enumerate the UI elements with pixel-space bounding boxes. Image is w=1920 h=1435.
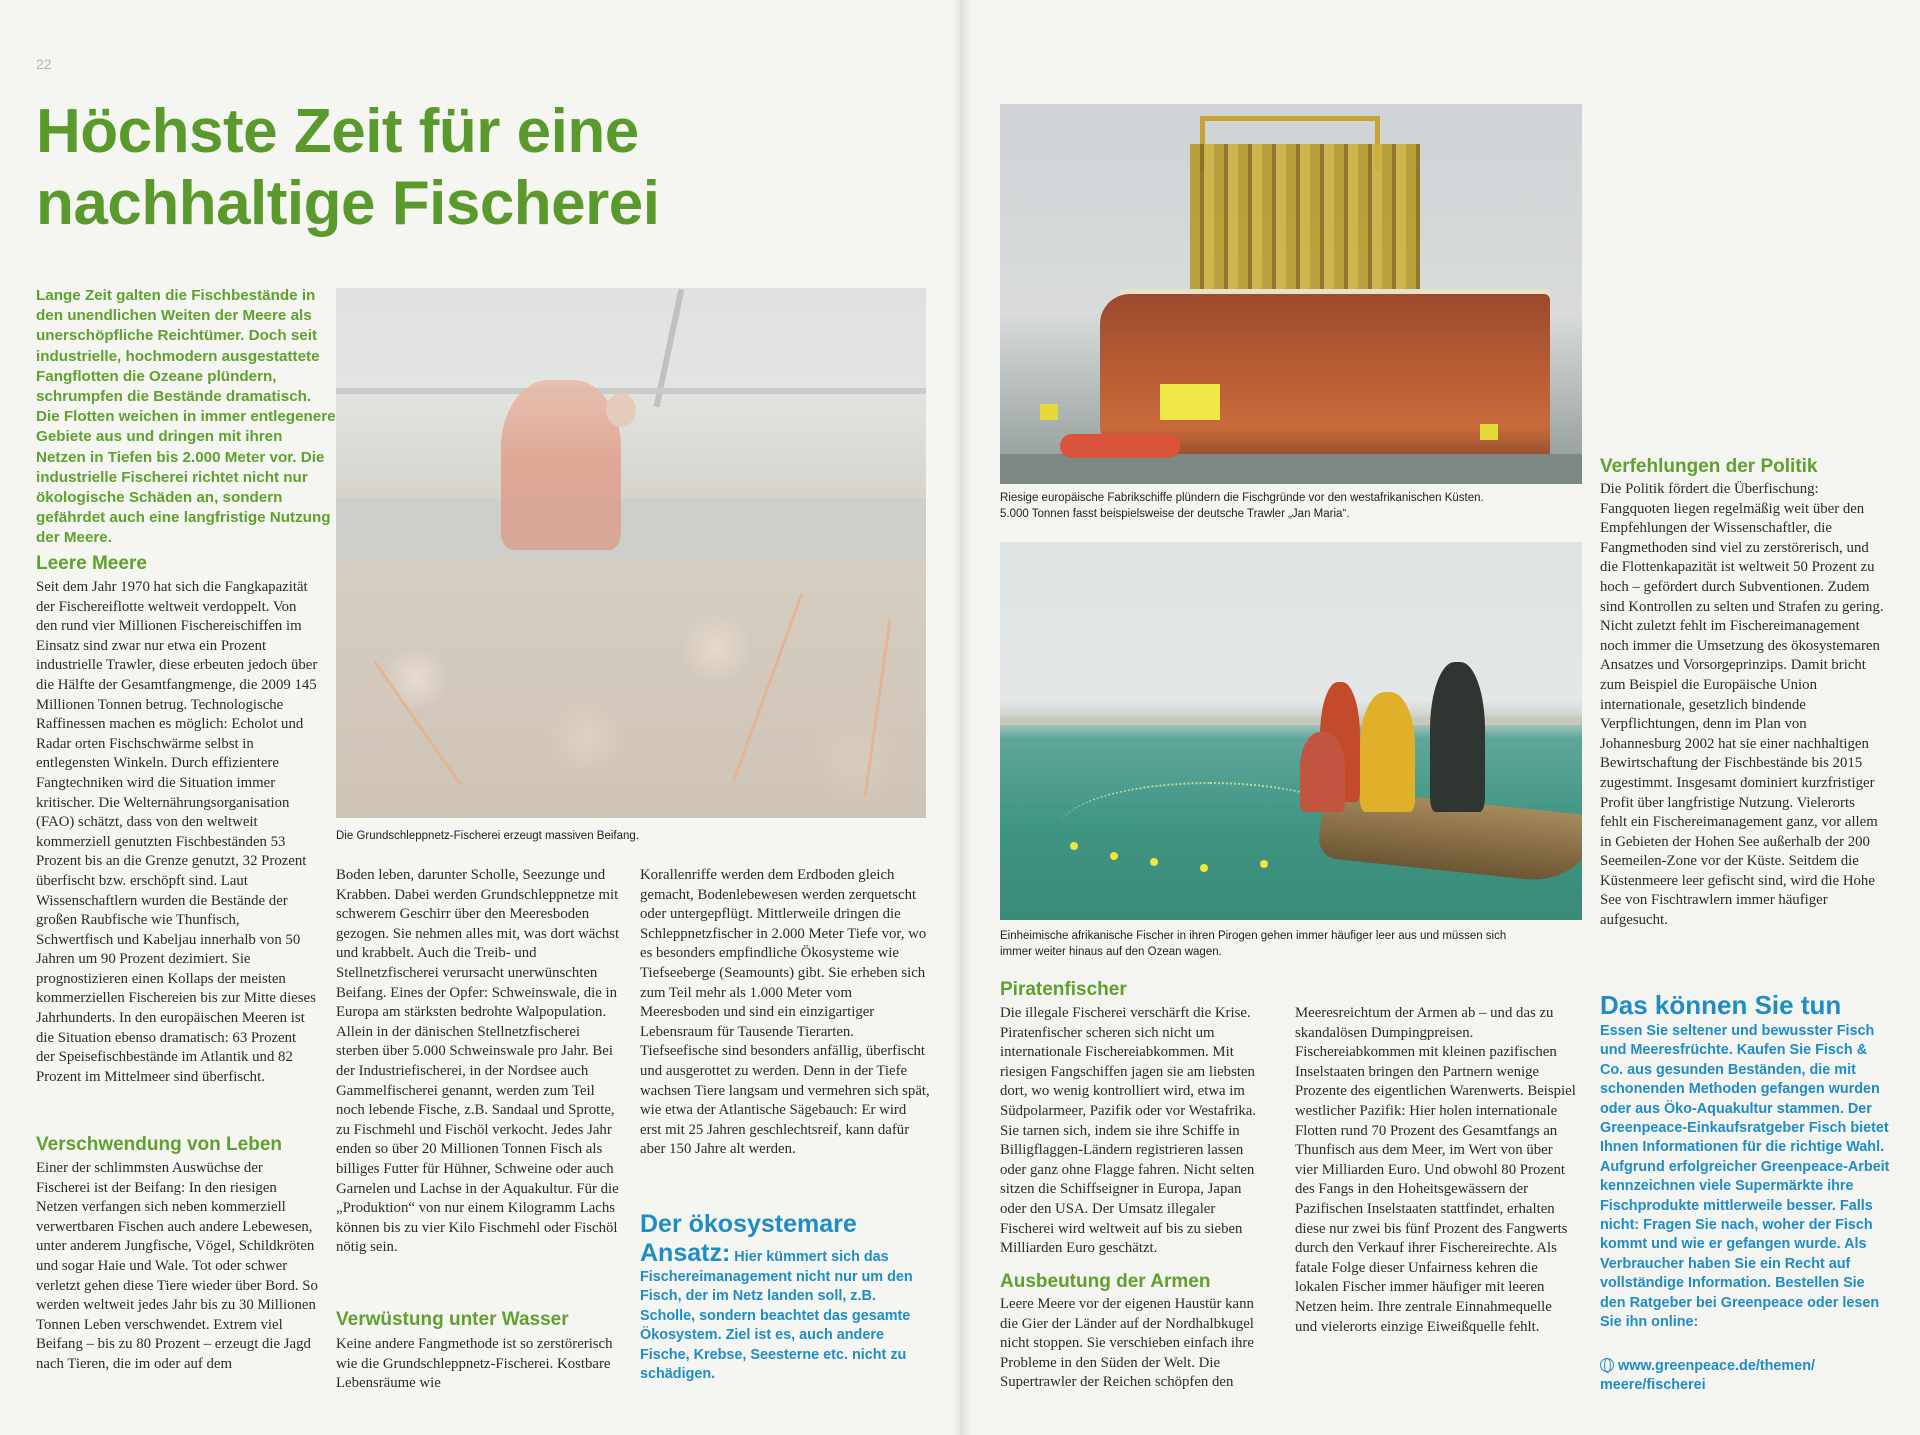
greenpeace-link[interactable]: [1600, 1357, 1815, 1376]
caption-fishers-line-2: immer weiter hinaus auf den Ozean wagen.: [1000, 946, 1222, 958]
text-das-koennen-sie-tun: Essen Sie seltener und bewusster Fisch und Meeresfrüchte. Kaufen Sie Fisch & Co. aus gesunden Beständen, die mit schonenden Methoden gefangen wurden oder aus Öko-Aquakultur stammen. Der Greenpeace-Einkaufsratgeber Fisch bietet Ihnen Informationen für die richtige Wahl. Aufgrund erfolgreicher Greenpeace-Arbeit kennzeichnen viele Supermärkte ihre Fischprodukte mittlerweile besser. Falls nicht: Fragen Sie nach, woher der Fisch kommt und wie er gefangen wurde. Als Verbraucher haben Sie ein Recht auf vollständige Information. Bestellen Sie den Ratgeber bei Greenpeace oder lesen Sie ihn online:: [1600, 1023, 1890, 1331]
text-column-5: Meeresreichtum der Armen ab – und das zu skandalösen Dumpingpreisen. Fischereiabkommen mit kleinen pazifischen Inselstaaten bringen den Partnern wenige Prozente des eigentlichen Warenwerts. Beispiel westlicher Pazifik: Hier holen internationale Flotten rund 70 Prozent des Gesamtfangs an Thunfisch aus dem Meer, im Wert von über vier Milliarden Euro. Und obwohl 80 Prozent des Fangs in den Hoheitsgewässern der Pazifischen Inselstaaten stattfindet, erhalten diese nur zwei bis fünf Prozent des Fangwerts durch den Verkauf ihrer Fischereirechte. Als fatale Folge dieser Unfairness kehren die lokalen Fischer immer häufiger mit leeren Netzen heim. Ihre zentrale Einnahmequelle und vielerorts einzige Eiweißquelle fehlt.: [1295, 1005, 1576, 1335]
heading-oeko-ansatz: Der ökosystemare Ansatz:: [640, 1210, 857, 1267]
text-ausbeutung: Leere Meere vor der eigenen Haustür kann die Gier der Länder auf der Nordhalbkugel nicht stoppen. Sie verschieben einfach ihre Probleme in den Süden der Welt. Die Supertrawler der Reichen schöpfen den: [1000, 1296, 1254, 1391]
photo-trawler: [1000, 104, 1582, 484]
heading-leere-meere: Leere Meere: [36, 553, 147, 574]
page-number: 22: [36, 56, 52, 72]
page-gutter: [952, 0, 972, 1435]
text-verwuestung: Keine andere Fangmethode ist so zerstörerisch wie die Grundschleppnetz-Fischerei. Kostbare Lebensräume wie: [336, 1336, 613, 1392]
lead-paragraph: Lange Zeit galten die Fischbestände in den unendlichen Weiten der Meere als unerschöpfliche Reichtümer. Doch seit industrielle, hochmodern ausgestattete Fangflotten die Ozeane plündern, schrumpfen die Bestände dramatisch. Die Flotten weichen in immer entlegenere Gebiete aus und dringen mit ihren Netzen in Tiefen bis 2.000 Meter vor. Die industrielle Fischerei richtet nicht nur ökologische Schäden an, sondern gefährdet auch eine langfristige Nutzung der Meere.: [36, 287, 336, 547]
photo-bycatch: [336, 288, 926, 818]
photo-fishers: [1000, 542, 1582, 920]
greenpeace-link-line-2[interactable]: meere/fischerei: [1600, 1377, 1706, 1393]
greenpeace-link-continued[interactable]: [1600, 1376, 1706, 1395]
text-leere-meere: Seit dem Jahr 1970 hat sich die Fangkapazität der Fischereiflotte weltweit verdoppelt. Von den rund vier Millionen Fischereischiffen im Einsatz sind zwar nur etwa ein Prozent industrielle Trawler, diese erbeuten jedoch über die Hälfte der Gesamtfangmenge, die 2009 145 Millionen Tonnen betrug. Technologische Raffinessen machen es möglich: Echolot und Radar orten Fischschwärme selbst in entlegensten Winkeln. Durch effizientere Fangtechniken wird die Situation immer kritischer. Die Welternährungsorganisation (FAO) schätzt, dass von den weltweit kommerziell genutzten Fischbeständen 53 Prozent bis an die Grenze genutzt, 32 Prozent überfischt bzw. erschöpft sind. Laut Wissenschaftlern wurden die Bestände der großen Raubfische wie Thunfisch, Schwertfisch und Kabeljau innerhalb von 50 Jahren um 90 Prozent dezimiert. Sie prognostizieren einen Kollaps der meisten kommerziellen Fischereien bis zur Mitte dieses Jahrhunderts. In den europäischen Meeren ist die Situation ebenso dramatisch: 63 Prozent der Speisefischbestände im Atlantik und 82 Prozent im Mittelmeer sind überfischt.: [36, 579, 318, 1085]
greenpeace-link-line-1[interactable]: www.greenpeace.de/themen/: [1618, 1358, 1815, 1374]
text-politik: Die Politik fördert die Überfischung: Fangquoten liegen regelmäßig weit über den Empfehlungen der Wissenschaftler, die Fangmethoden sind viel zu zerstörerisch, und die Flottenkapazität ist weltweit 50 Prozent zu hoch – gefördert durch Subventionen. Zudem sind Kontrollen zu selten und Strafen zu gering. Nicht zuletzt fehlt im Fischereimanagement noch immer die Umsetzung des ökosystemaren Ansatzes und Vorsorgeprinzips. Damit bricht zum Beispiel die Europäische Union internationale, gesetzlich bindende Verpflichtungen, denn im Plan von Johannesburg 2002 hat sie einer nachhaltigen Bewirtschaftung der Fischbestände bis 2015 zugestimmt. Insgesamt dominiert kurzfristiger Profit über langfristige Nutzung. Vielerorts fehlt ein Fischereimanagement ganz, vor allem in Gebieten der Hohen See außerhalb der 200 Seemeilen-Zone vor der Küste. Seitdem die Küstenmeere leer gefischt sind, wird die Hohe See von Fischtrawlern immer häufiger aufgesucht.: [1600, 481, 1884, 929]
heading-das-koennen-sie-tun: Das können Sie tun: [1600, 990, 1842, 1020]
page-title: Höchste Zeit für eine nachhaltige Fischerei: [36, 97, 660, 238]
globe-icon: [1600, 1358, 1614, 1372]
caption-trawler-line-2: 5.000 Tonnen fasst beispielsweise der deutsche Trawler „Jan Maria“.: [1000, 508, 1350, 520]
caption-bycatch: Die Grundschleppnetz-Fischerei erzeugt massiven Beifang.: [336, 830, 639, 842]
heading-verwuestung: Verwüstung unter Wasser: [336, 1309, 569, 1330]
caption-fishers-line-1: Einheimische afrikanische Fischer in ihren Pirogen gehen immer häufiger leer aus und müssen sich: [1000, 930, 1507, 942]
heading-ausbeutung: Ausbeutung der Armen: [1000, 1271, 1211, 1292]
heading-piratenfischer: Piratenfischer: [1000, 979, 1127, 1000]
heading-verschwendung: Verschwendung von Leben: [36, 1134, 282, 1155]
heading-politik: Verfehlungen der Politik: [1600, 456, 1818, 477]
text-piratenfischer: Die illegale Fischerei verschärft die Krise. Piratenfischer scheren sich nicht um internationale Fischereiabkommen. Mit riesigen Fangschiffen jagen sie am liebsten dort, wo wenig kontrolliert wird, etwa im Südpolarmeer, Pazifik oder vor Westafrika. Sie tarnen sich, indem sie ihre Schiffe in Billigflaggen-Ländern registrieren lassen oder ganz ohne Flagge fahren. Nicht selten sitzen die Schiffseigner in Europa, Japan oder den USA. Der Umsatz illegaler Fischerei wird weltweit auf bis zu sieben Milliarden Euro geschätzt.: [1000, 1005, 1256, 1257]
text-oeko-ansatz: Hier kümmert sich das Fischereimanagement nicht nur um den Fisch, der im Netz landen soll, z.B. Scholle, sondern beachtet das gesamte Ökosystem. Ziel ist es, auch andere Fische, Krebse, Seesterne etc. nicht zu schädigen.: [640, 1249, 913, 1383]
text-column-2: Boden leben, darunter Scholle, Seezunge und Krabben. Dabei werden Grundschleppnetze mit schwerem Geschirr über den Meeresboden gezogen. Sie nehmen alles mit, was dort wächst und krabbelt. Auch die Treib- und Stellnetzfischerei verursacht unerwünschten Beifang. Eines der Opfer: Schweinswale, die in Europa am stärksten bedrohte Walpopulation. Allein in der dänischen Stellnetzfischerei sterben über 5.000 Schweinswale pro Jahr. Bei der Industriefischerei, in der Nordsee auch Gammelfischerei genannt, werden zum Teil noch lebende Fische, z.B. Sandaal und Sprotte, zu Fischmehl und Fischöl verkocht. Jedes Jahr enden so über 20 Millionen Tonnen Fisch als billiges Futter für Hühner, Schweine oder auch Garnelen und Lachse in der Aquakultur. Für die „Produktion“ von nur einem Kilogramm Lachs können bis zu vier Kilo Fischmehl oder Fischöl nötig sein.: [336, 867, 620, 1256]
caption-trawler-line-1: Riesige europäische Fabrikschiffe plündern die Fischgründe vor den westafrikanischen Küsten.: [1000, 492, 1484, 504]
text-verschwendung: Einer der schlimmsten Auswüchse der Fischerei ist der Beifang: In den riesigen Netzen verfangen sich neben kommerziell verwertbaren Fischen auch andere Lebewesen, unter anderem Jungfische, Vögel, Schildkröten und sogar Haie und Wale. Tot oder schwer verletzt gehen diese Tiere wieder über Bord. So werden weltweit jedes Jahr bis zu 30 Millionen Tonnen Leben verschwendet. Extrem viel Beifang – bis zu 80 Prozent – erzeugt die Jagd nach Tieren, die im oder auf dem: [36, 1160, 318, 1372]
text-column-3: Korallenriffe werden dem Erdboden gleich gemacht, Bodenlebewesen werden zerquetscht oder untergepflügt. Mittlerweile dringen die Schleppnetzfischer in 2.000 Meter Tiefe vor, wo es besonders empfindliche Ökosysteme wie Tiefseeberge (Seamounts) gibt. Sie erheben sich zum Teil mehr als 1.000 Meter vom Meeresboden und sind ein einzigartiger Lebensraum für Tausende Tierarten. Tiefseefische sind besonders anfällig, überfischt und ausgerottet zu werden. Denn in der Tiefe wachsen Tiere langsam und vermehren sich spät, wie etwa der Atlantische Sägebauch: Er wird erst mit 25 Jahren geschlechtsreif, kann dafür aber 150 Jahre alt werden.: [640, 867, 930, 1158]
ecosystem-approach-box: [640, 1210, 930, 1384]
